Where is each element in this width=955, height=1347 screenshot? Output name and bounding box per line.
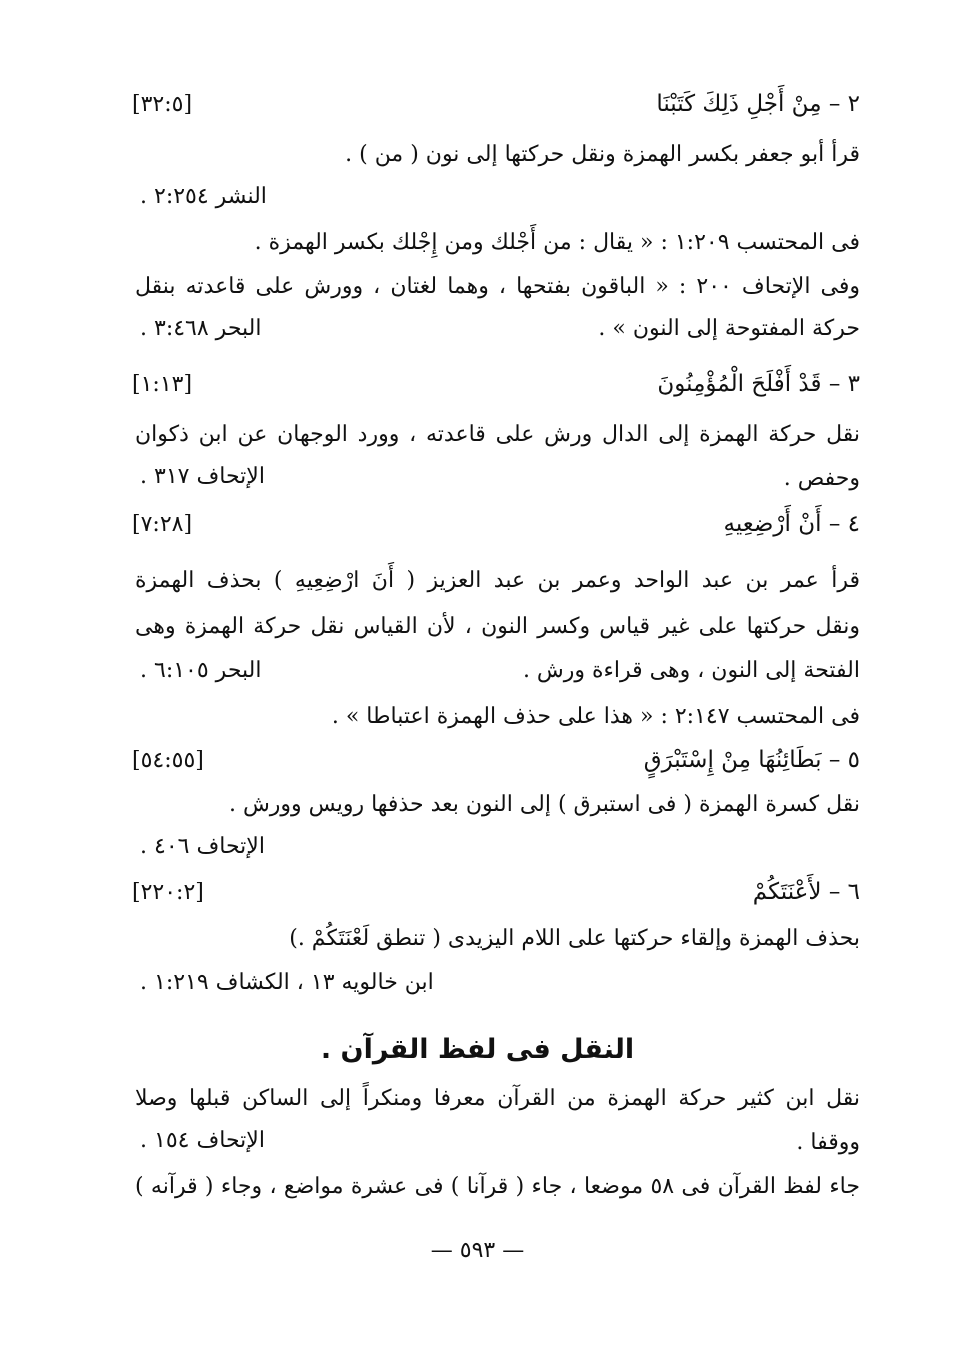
text-line: نقل ابن كثير حركة الهمزة من القرآن معرفا ومنكراً إلى الساكن قبلها وصلا <box>135 1086 860 1111</box>
entry-heading: ٥ – بَطَائِنُهَا مِنْ إِسْتَبْرَقٍ <box>643 747 860 773</box>
verse-reference: [٧:٢٨] <box>132 512 193 537</box>
entry-heading: ٢ – مِنْ أَجْلِ ذَلِكَ كَتَبْنَا <box>656 91 860 117</box>
text-line: وفى الإتحاف ٢٠٠ : « الباقون بفتحها ، وهما لغتان ، وورش على قاعدته بنقل <box>135 274 860 299</box>
source-citation: البحر ٦:١٠٥ . <box>140 658 262 683</box>
entry-heading: ٤ – أَنْ أَرْضِعِيهِ <box>723 511 860 537</box>
source-citation: ابن خالويه ١٣ ، الكشاف ١:٢١٩ . <box>140 970 434 995</box>
verse-reference: [٥٤:٥٥] <box>132 748 204 773</box>
entry-heading: ٦ – لأَعْنَتَكُمْ <box>752 879 860 905</box>
source-citation: البحر ٣:٤٦٨ . <box>140 316 262 341</box>
page-number: — ٥٩٣ — <box>430 1238 525 1263</box>
entry-heading: ٣ – قَدْ أَفْلَحَ الْمُؤْمِنُونَ <box>657 371 860 397</box>
text-line: بحذف الهمزة وإلقاء حركتها على اللام اليزيدى ( تنطق لَعْنَتَكُمْ .) <box>289 926 860 951</box>
text-line: ونقل حركتها على غير قياس وكسر النون ، لأن القياس نقل حركة الهمزة وهى <box>135 614 860 639</box>
text-line: قرأ عمر بن عبد الواحد وعمر بن عبد العزيز ( أَنَ ارْضِعِيهِ ) بحذف الهمزة <box>135 568 860 593</box>
text-line: فى المحتسب ١:٢٠٩ : « يقال : من أَجْلك ومن إِجْلك بكسر الهمزة . <box>254 230 860 255</box>
source-citation: الإتحاف ١٥٤ . <box>140 1128 265 1153</box>
verse-reference: [١:١٣] <box>132 372 193 397</box>
section-title: النقل فى لفظ القرآن . <box>320 1034 635 1065</box>
text-line: الفتحة إلى النون ، وهى قراءة ورش . <box>522 658 860 683</box>
text-line: وحفص . <box>783 466 860 491</box>
text-line: فى المحتسب ٢:١٤٧ : « هذا على حذف الهمزة اعتباطا » . <box>331 704 860 729</box>
text-line: حركة المفتوحة إلى النون » . <box>598 316 860 341</box>
source-citation: الإتحاف ٣١٧ . <box>140 464 265 489</box>
text-line: ووقفا . <box>796 1130 860 1155</box>
text-line: جاء لفظ القرآن فى ٥٨ موضعا ، جاء ( قرآنا ) فى عشرة مواضع ، وجاء ( قرآنه ) <box>135 1174 860 1199</box>
text-line: نقل حركة الهمزة إلى الدال ورش على قاعدته ، وورد الوجهان عن ابن ذكوان <box>135 422 860 447</box>
verse-reference: [٢٢٠:٢] <box>132 880 204 905</box>
source-citation: النشر ٢:٢٥٤ . <box>140 184 267 209</box>
text-line: نقل كسرة الهمزة ( فى استبرق ) إلى النون بعد حذفها رويس وورش . <box>228 792 860 817</box>
verse-reference: [٣٢:٥] <box>132 92 193 117</box>
text-line: قرأ أبو جعفر بكسر الهمزة ونقل حركتها إلى نون ( من ) . <box>345 142 860 167</box>
source-citation: الإتحاف ٤٠٦ . <box>140 834 265 859</box>
